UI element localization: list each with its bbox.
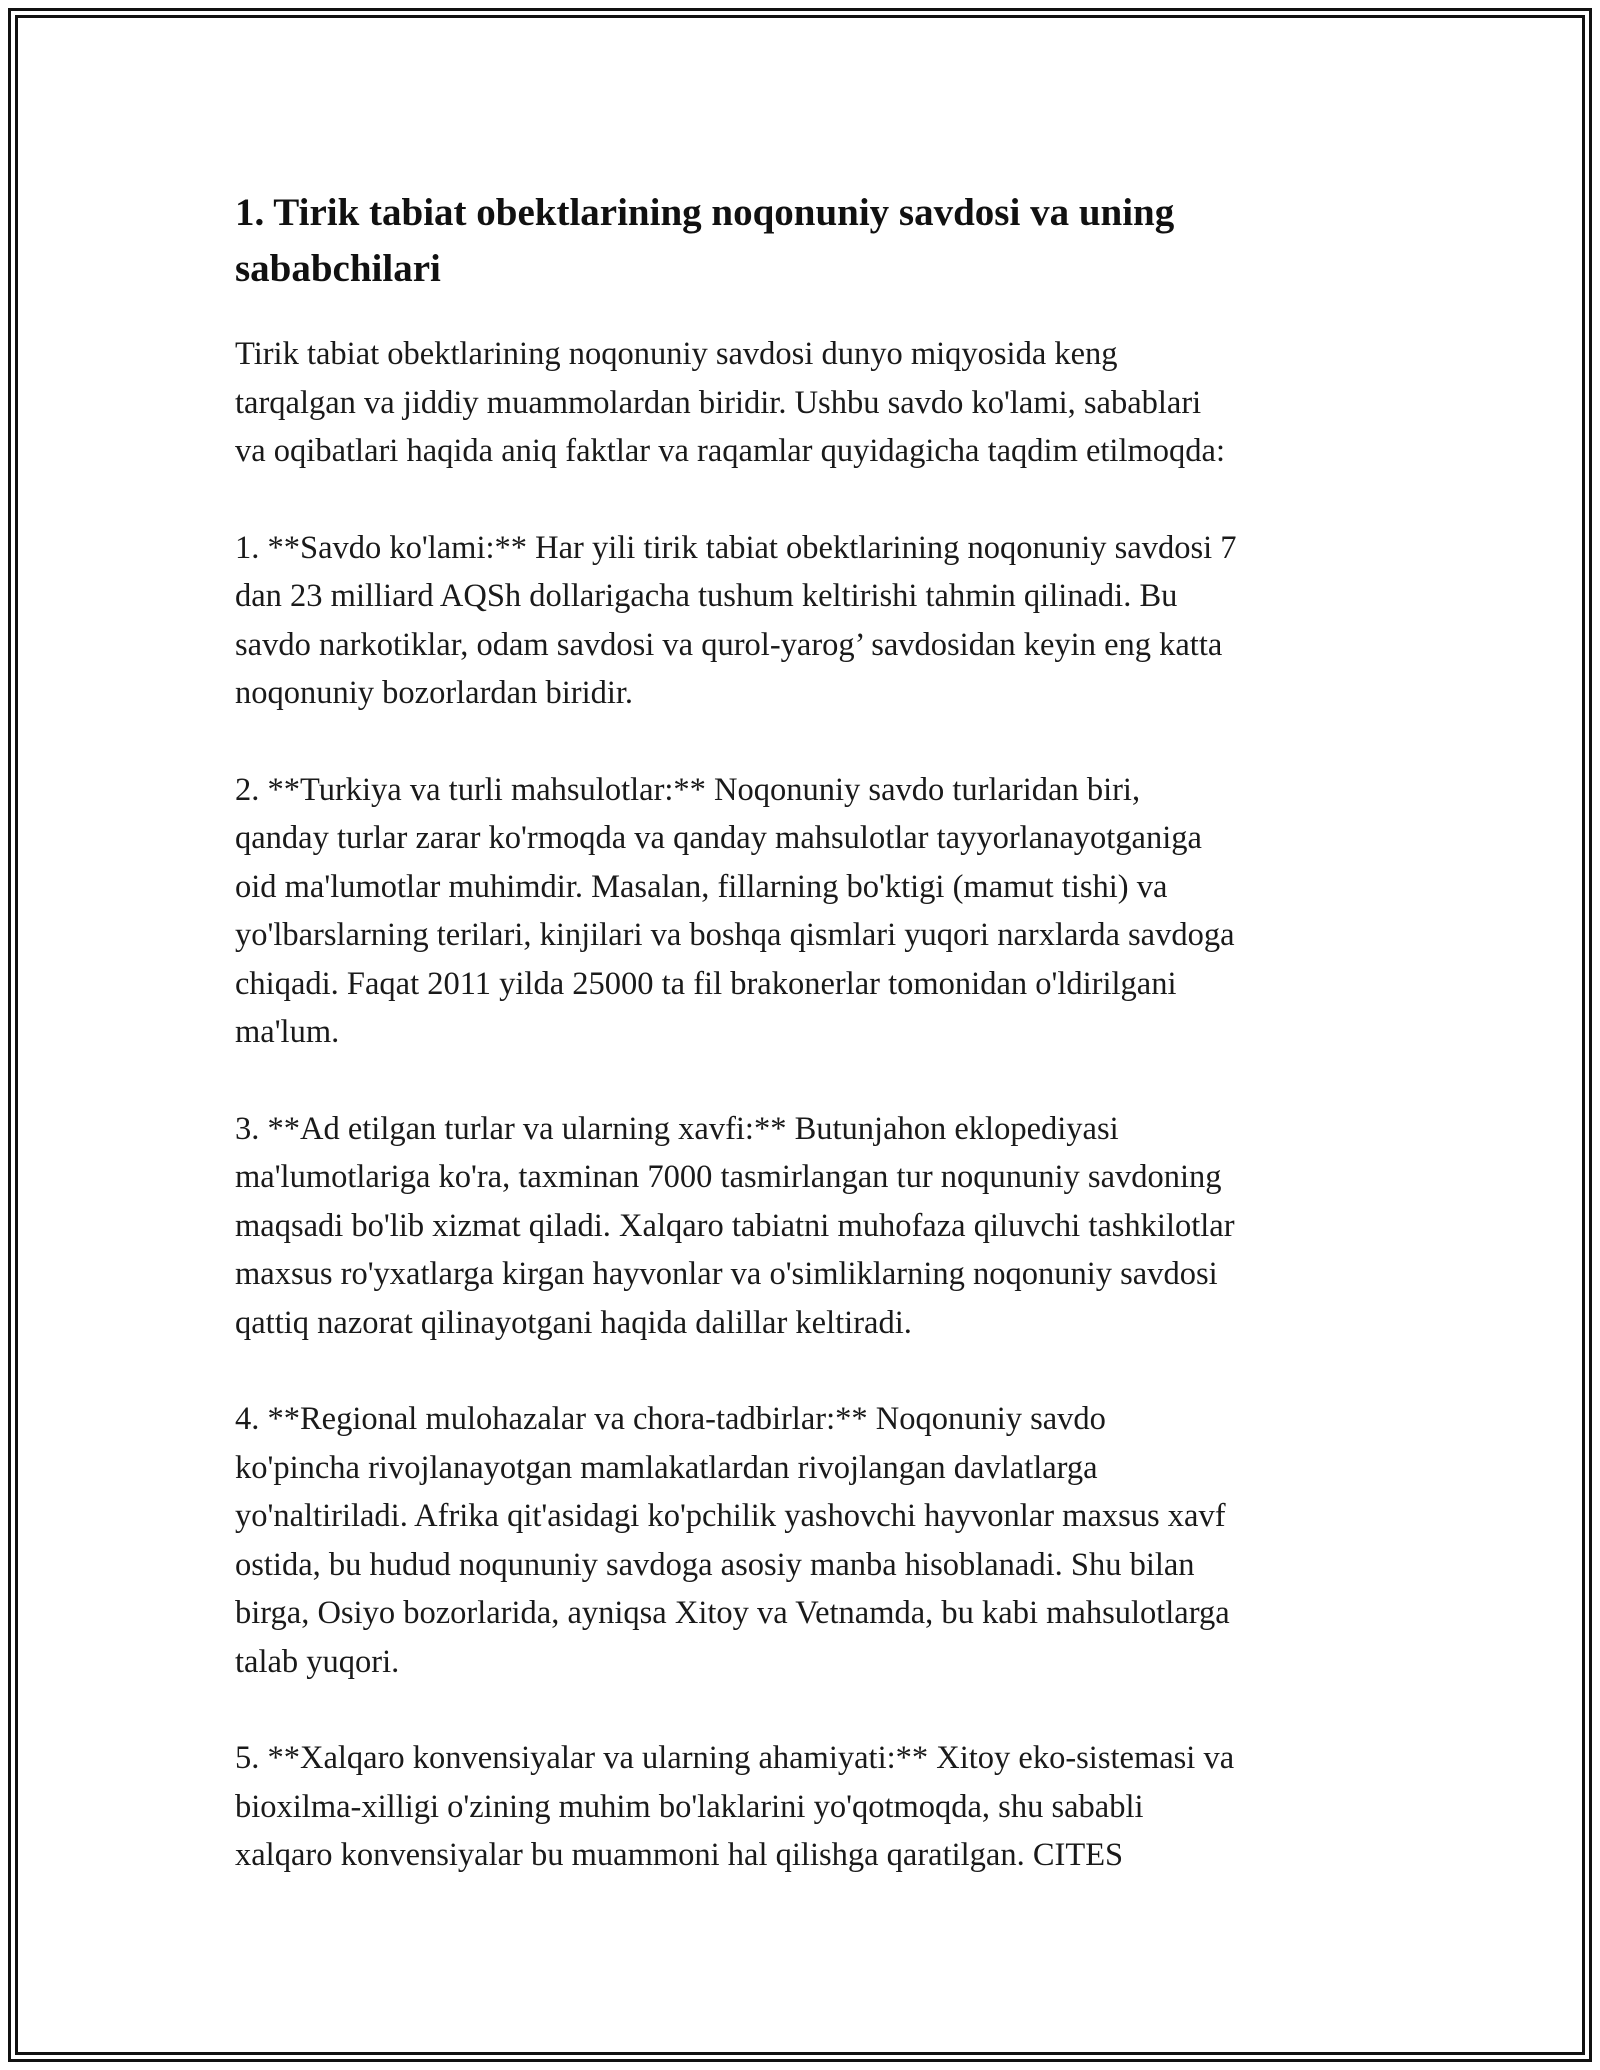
text-line: 5. **Xalqaro konvensiyalar va ularning ahamiyati:** Xitoy eko-sistemasi va: [235, 1740, 1235, 1776]
intro-paragraph: [235, 330, 1375, 476]
text-line: maxsus ro'yxatlarga kirgan hayvonlar va o'simliklarning noqonuniy savdosi: [235, 1256, 1218, 1292]
text-line: ma'lum.: [235, 1014, 340, 1050]
text-line: 1. **Savdo ko'lami:** Har yili tirik tabiat obektlarining noqonuniy savdosi 7: [235, 529, 1237, 566]
text-line: va oqibatlari haqida aniq faktlar va raqamlar quyidagicha taqdim etilmoqda:: [235, 433, 1225, 469]
text-line: yo'naltiriladi. Afrika qit'asidagi ko'pchilik yashovchi hayvonlar maxsus xavf: [235, 1498, 1226, 1534]
list-item-4: [235, 1395, 1375, 1686]
section-title: [235, 185, 1375, 297]
text-line: birga, Osiyo bozorlarida, ayniqsa Xitoy va Vetnamda, bu kabi mahsulotlarga: [235, 1595, 1230, 1631]
text-line: ko'pincha rivojlanayotgan mamlakatlardan rivojlangan davlatlarga: [235, 1449, 1098, 1486]
text-line: ma'lumotlariga ko'ra, taxminan 7000 tasmirlangan tur noqununiy savdoning: [235, 1159, 1222, 1195]
list-item-2: [235, 766, 1375, 1057]
text-line: xalqaro konvensiyalar bu muammoni hal qilishga qaratilgan. CITES: [235, 1837, 1124, 1873]
title-line: 1. Tirik tabiat obektlarining noqonuniy savdosi va uning: [235, 191, 1175, 234]
text-line: savdo narkotiklar, odam savdosi va qurol-yarog’ savdosidan keyin eng katta: [235, 626, 1223, 663]
list-item-5: [235, 1734, 1375, 1880]
text-line: yo'lbarslarning terilari, kinjilari va boshqa qismlari yuqori narxlarda savdoga: [235, 917, 1235, 953]
text-line: qattiq nazorat qilinayotgani haqida dalillar keltiradi.: [235, 1304, 912, 1341]
text-line: ostida, bu hudud noqununiy savdoga asosiy manba hisoblanadi. Shu bilan: [235, 1546, 1195, 1583]
text-line: Tirik tabiat obektlarining noqonuniy savdosi dunyo miqyosida keng: [235, 336, 1118, 372]
text-line: 4. **Regional mulohazalar va chora-tadbirlar:** Noqonuniy savdo: [235, 1401, 1106, 1437]
text-line: bioxilma-xilligi o'zining muhim bo'laklarini yo'qotmoqda, shu sababli: [235, 1788, 1144, 1825]
text-line: oid ma'lumotlar muhimdir. Masalan, fillarning bo'ktigi (mamut tishi) va: [235, 868, 1168, 905]
text-line: tarqalgan va jiddiy muammolardan biridir. Ushbu savdo ko'lami, sabablari: [235, 384, 1202, 421]
text-line: 3. **Ad etilgan turlar va ularning xavfi:** Butunjahon eklopediyasi: [235, 1110, 1119, 1147]
text-line: dan 23 milliard AQSh dollarigacha tushum keltirishi tahmin qilinadi. Bu: [235, 578, 1178, 614]
text-line: talab yuqori.: [235, 1643, 400, 1680]
document-body: [235, 185, 1375, 1928]
list-item-1: [235, 524, 1375, 718]
text-line: qanday turlar zarar ko'rmoqda va qanday mahsulotlar tayyorlanayotganiga: [235, 820, 1202, 856]
text-line: noqonuniy bozorlardan biridir.: [235, 675, 634, 711]
text-line: chiqadi. Faqat 2011 yilda 25000 ta fil brakonerlar tomonidan o'ldirilgani: [235, 965, 1177, 1002]
text-line: maqsadi bo'lib xizmat qiladi. Xalqaro tabiatni muhofaza qiluvchi tashkilotlar: [235, 1207, 1235, 1244]
title-line: sababchilari: [235, 247, 441, 290]
text-line: 2. **Turkiya va turli mahsulotlar:** Noqonuniy savdo turlaridan biri,: [235, 771, 1141, 808]
list-item-3: [235, 1105, 1375, 1348]
